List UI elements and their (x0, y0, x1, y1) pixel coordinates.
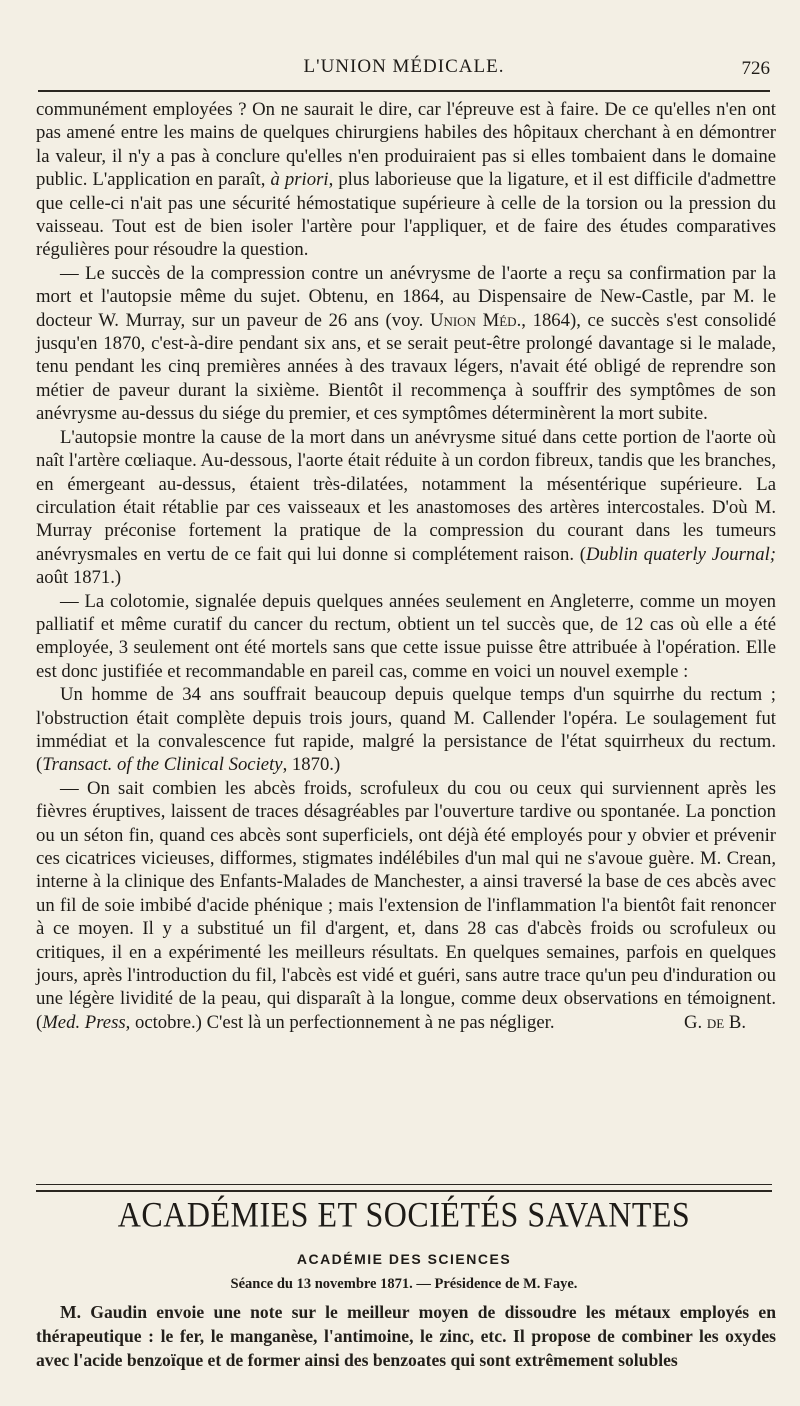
paragraph-text: Un homme de 34 ans souffrait beaucoup depuis quelque temps d'un squirrhe du rectum ; l'obstruction était complète depuis trois jours, quand M. Callender l'opéra. Le soulagement fut immédiat et la convalescence fut rapide, malgré la persistance de l'état squirrheux du rectum. ( (36, 684, 776, 776)
academy-paragraph: M. Gaudin envoie une note sur le meilleur moyen de dissoudre les métaux employés en thérapeutique : le fer, le manganèse, l'antimoine, le zinc, etc. Il propose de combiner les oxydes avec l'acide benzoïque et de former ainsi des benzoates qui sont extrêmement solubles (36, 1302, 776, 1370)
paragraph-text: — Le succès de la compression contre un anévrysme de l'aorte a reçu sa confirmation par la mort et l'autopsie même du sujet. Obtenu, en 1864, au Dispensaire de New-Castle, par M. le docteur W. Murray, sur un paveur de 26 ans (voy. (36, 262, 776, 331)
paragraph-autopsy (36, 426, 776, 590)
page-number: 726 (741, 58, 770, 79)
header-rule (38, 90, 770, 92)
paragraph-text: L'autopsie montre la cause de la mort dans un anévrysme situé dans cette portion de l'aorte où naît l'artère cœliaque. Au-dessous, l'aorte était réduite à un cordon fibreux, tandis que les branches, en émergeant au-dessus, étaient très-dilatées, notamment la mésentérique supérieure. La circulation était rétablie par ces vaisseaux et les anastomoses des artères intercostales. D'où M. Murray préconise fortement la pratique de la compression du courant dans les tumeurs anévrysmales en vertu de ce fait qui lui donne si complétement raison. ( (36, 426, 776, 565)
section-rule (36, 1184, 772, 1192)
academy-report (36, 1300, 776, 1372)
paragraph-text: , octobre.) C'est là un perfectionnement à ne pas négliger. (125, 1011, 555, 1033)
paragraph-text: communément employées ? On ne saurait le dire, car l'épreuve est à faire. De ce qu'elles n'en ont pas amené entre les mains de quelques chirurgiens habiles des hôpitaux cherchant à en démontrer la valeur, il n'y a pas à conclure qu'elles n'en produiraient pas si elles tombaient dans le domaine public. L'application en paraît, (36, 99, 776, 191)
paragraph-text: , 1864), ce succès s'est consolidé jusqu'en 1870, c'est-à-dire pendant six ans, et se serait peut-être prolongé davantage si le malade, tenu pendant les cinq premières années à des travaux légers, n'avait été obligé de reprendre son métier de paveur durant la sixième. Bientôt il recommença à souffrir des symptômes de son anévrysme au-dessus du siége du premier, et ces symptômes déterminèrent la mort subite. (36, 309, 776, 425)
paragraph-text: , plus laborieuse que la ligature, et il est difficile d'admettre que celle-ci n'ait pas une sécurité hémostatique supérieure à celle de la torsion ou la pression du vaisseau. Tout est de bien isoler l'artère pour l'appliquer, et de faire des études comparatives régulières pour résoudre la question. (36, 169, 776, 261)
journal-reference: Union Méd. (429, 309, 522, 331)
article-body (36, 98, 776, 1034)
journal-reference: Med. Press (42, 1011, 126, 1033)
paragraph-abscess (36, 777, 776, 1034)
journal-reference: Transact. of the Clinical Society (42, 754, 283, 776)
section-title: ACADÉMIES ET SOCIÉTÉS SAVANTES (117, 1193, 691, 1235)
paragraph-colotomy (36, 590, 776, 684)
paragraph-text: — On sait combien les abcès froids, scrofuleux du cou ou ceux qui surviennent après les fièvres éruptives, laissent de traces désagréables par l'ouverture tardive ou spontanée. La ponction ou un séton fin, quand ces abcès sont superficiels, ont déjà été employés pour y obvier et prévenir ces cicatrices vicieuses, difformes, stigmates indélébiles d'un mal qui ne s'avoue guère. M. Crean, interne à la clinique des Enfants-Malades de Manchester, a ainsi traversé la base de ces abcès avec un fil de soie imbibé d'acide phénique ; mais l'extension de l'inflammation l'a bientôt fait renoncer à ce moyen. Il y a substitué un fil d'argent, et, dans 28 cas d'abcès froids ou scrofuleux ou critiques, il en a expérimenté les meilleurs résultats. En quelques semaines, parfois en quelques jours, après l'introduction du fil, l'abcès est vidé et guéri, sans autre trace qu'un peu d'induration ou une légère lividité de la peau, qui disparaît à la longue, comme deux observations en témoignent. ( (36, 777, 776, 1033)
paragraph-ligature (36, 98, 776, 262)
author-signature: G. de B. (684, 1011, 746, 1033)
paragraph-case (36, 683, 776, 777)
academy-heading: ACADÉMIE DES SCIENCES (296, 1251, 512, 1267)
paragraph-text: août 1871.) (36, 567, 122, 589)
journal-reference: Dublin quaterly Journal; (585, 543, 777, 565)
running-head (38, 52, 770, 84)
italic-a-priori: à priori (270, 169, 329, 191)
paragraph-aneurysm (36, 262, 776, 426)
paragraph-text: , 1870.) (282, 754, 341, 776)
session-line: Séance du 13 novembre 1871. — Présidence de M. Faye. (230, 1276, 578, 1292)
journal-title: L'UNION MÉDICALE. (303, 56, 505, 77)
paragraph-text: — La colotomie, signalée depuis quelques années seulement en Angleterre, comme un moyen palliatif et même curatif du cancer du rectum, obtient un tel succès que, de 12 cas où elle a été employée, 3 seulement ont été mortels sans que cette issue puisse être attribuée à l'opération. Elle est donc justifiée et recommandable en pareil cas, comme en voici un nouvel exemple : (36, 590, 776, 682)
